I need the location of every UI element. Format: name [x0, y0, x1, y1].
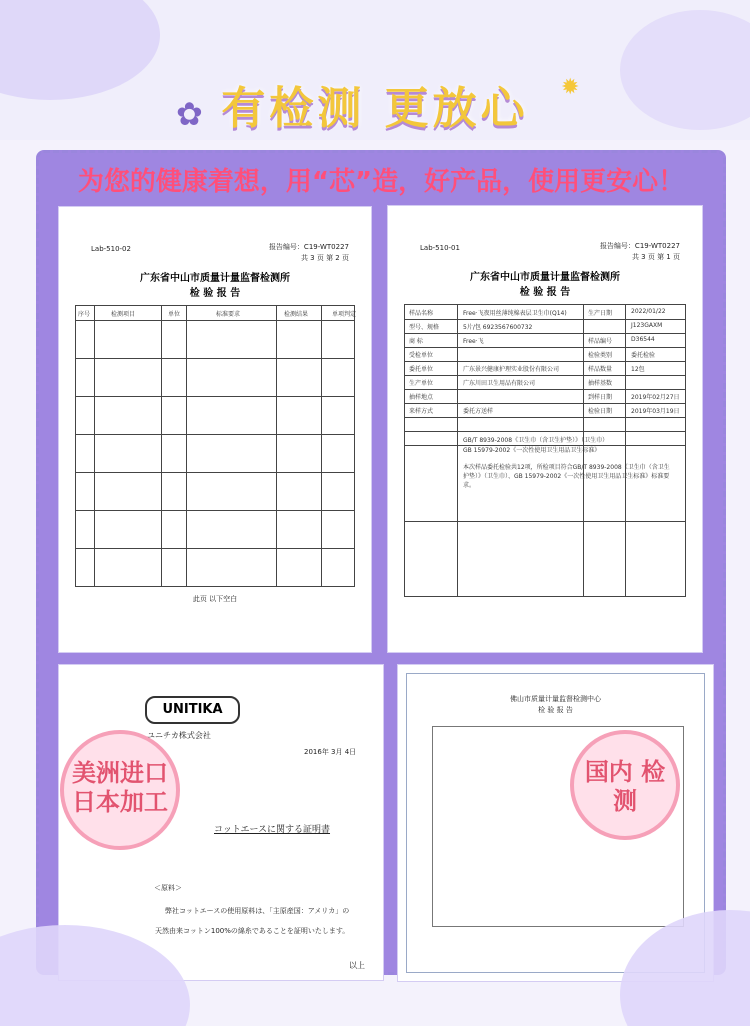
- cotton-flower-icon: ✿: [176, 95, 203, 133]
- inspection-report-page-2: [59, 207, 371, 652]
- certificate-text: 弊社コットエースの使用原料は、「主原産国：アメリカ」の: [165, 907, 350, 915]
- inspection-report-page-1: [388, 206, 702, 652]
- company-name: ユニチカ株式会社: [147, 731, 211, 740]
- field-value: 2019年03月19日: [631, 408, 680, 415]
- field-label: 受检单位: [409, 352, 434, 359]
- doc-code: Lab-510-02: [91, 245, 131, 253]
- field-value: 广东景兴健康护理实业股份有限公司: [463, 366, 560, 373]
- field-label: 抽样基数: [588, 380, 613, 387]
- report-heading: 检 验 报 告: [538, 706, 573, 714]
- field-label: 商 标: [409, 338, 423, 345]
- org-name: 佛山市质量计量监督检测中心: [510, 695, 601, 703]
- page-number: 共 3 页 第 2 页: [300, 254, 349, 262]
- field-label: 到样日期: [588, 394, 613, 401]
- page-title: 有检测 更放心: [221, 83, 529, 134]
- basis: GB 15979-2002《一次性使用卫生用品卫生标准》: [463, 447, 601, 454]
- field-value: 2022/01/22: [631, 308, 666, 315]
- field-label: 样品名称: [409, 310, 434, 317]
- report-number: 报告编号：C19-WT0227: [268, 243, 349, 251]
- field-value: D36544: [631, 336, 655, 343]
- org-name: 广东省中山市质量计量监督检测所: [470, 272, 620, 283]
- field-label: 抽样地点: [409, 394, 434, 401]
- page-number: 共 3 页 第 1 页: [631, 253, 680, 261]
- doc-code: Lab-510-01: [420, 244, 460, 252]
- unitika-logo: UNITIKA: [145, 696, 240, 724]
- end-note: 此页 以下空白: [192, 595, 238, 603]
- report-heading: 检 验 报 告: [189, 288, 241, 299]
- conclusion: 本次样品委托检验共12项，所检项目符合GB/T 8939-2008《卫生巾（含卫生护垫）》（卫生巾）、GB 15979-2002《一次性使用卫生用品卫生标准》标准要求。: [463, 464, 670, 489]
- col-header: 单位: [168, 311, 181, 318]
- field-value: 委托检验: [631, 352, 656, 359]
- field-label: 委托单位: [409, 366, 434, 373]
- field-label: 样品编号: [588, 338, 613, 345]
- field-value: 2019年02月27日: [631, 394, 680, 401]
- certificate-date: 2016年 3月 4日: [304, 748, 357, 756]
- report-heading: 检 验 报 告: [519, 287, 571, 298]
- field-value: 广东川田卫生用品有限公司: [463, 380, 536, 387]
- field-value: 委托方送样: [463, 408, 494, 415]
- field-label: 检验类别: [588, 352, 613, 359]
- col-header: 序号: [78, 311, 91, 318]
- sparkle-icon: ✹: [561, 75, 580, 100]
- certificate-title: コットエースに関する証明書: [214, 825, 331, 835]
- field-label: 样品数量: [588, 366, 613, 373]
- end-mark: 以上: [349, 961, 365, 970]
- field-label: 型号、规格: [409, 324, 440, 331]
- field-label: 检验日期: [588, 408, 613, 415]
- field-label: 生产日期: [588, 310, 613, 317]
- report-number: 报告编号：C19-WT0227: [599, 242, 680, 250]
- field-label: 生产单位: [409, 380, 434, 387]
- subtitle: 为您的健康着想，用“芯”造，好产品，使用更安心！: [77, 167, 685, 197]
- field-value: 5片/包 6923567600732: [463, 324, 533, 331]
- imported-stamp: 美洲进口 日本加工: [60, 730, 180, 850]
- col-header: 检测结果: [284, 311, 309, 318]
- sample-table: [404, 304, 686, 597]
- field-value: Free·飞夜用丝薄纯棉表层卫生巾(Q14): [463, 310, 567, 317]
- field-value: J123GAXM: [631, 322, 663, 329]
- col-header: 标准要求: [216, 311, 241, 318]
- result-table: [75, 305, 355, 587]
- domestic-test-stamp: 国内 检测: [570, 730, 680, 840]
- certificate-text: 天然由来コットン100%の綿糸であることを証明いたします。: [155, 927, 350, 935]
- field-value: 12包: [631, 366, 645, 373]
- raw-material-label: ＜原料＞: [154, 884, 182, 892]
- col-header: 检测项目: [111, 311, 136, 318]
- basis: GB/T 8939-2008《卫生巾（含卫生护垫）》（卫生巾）: [463, 437, 609, 444]
- field-label: 来样方式: [409, 408, 434, 415]
- col-header: 单项判定: [332, 311, 357, 318]
- org-name: 广东省中山市质量计量监督检测所: [140, 273, 290, 284]
- field-value: Free·飞: [463, 338, 484, 345]
